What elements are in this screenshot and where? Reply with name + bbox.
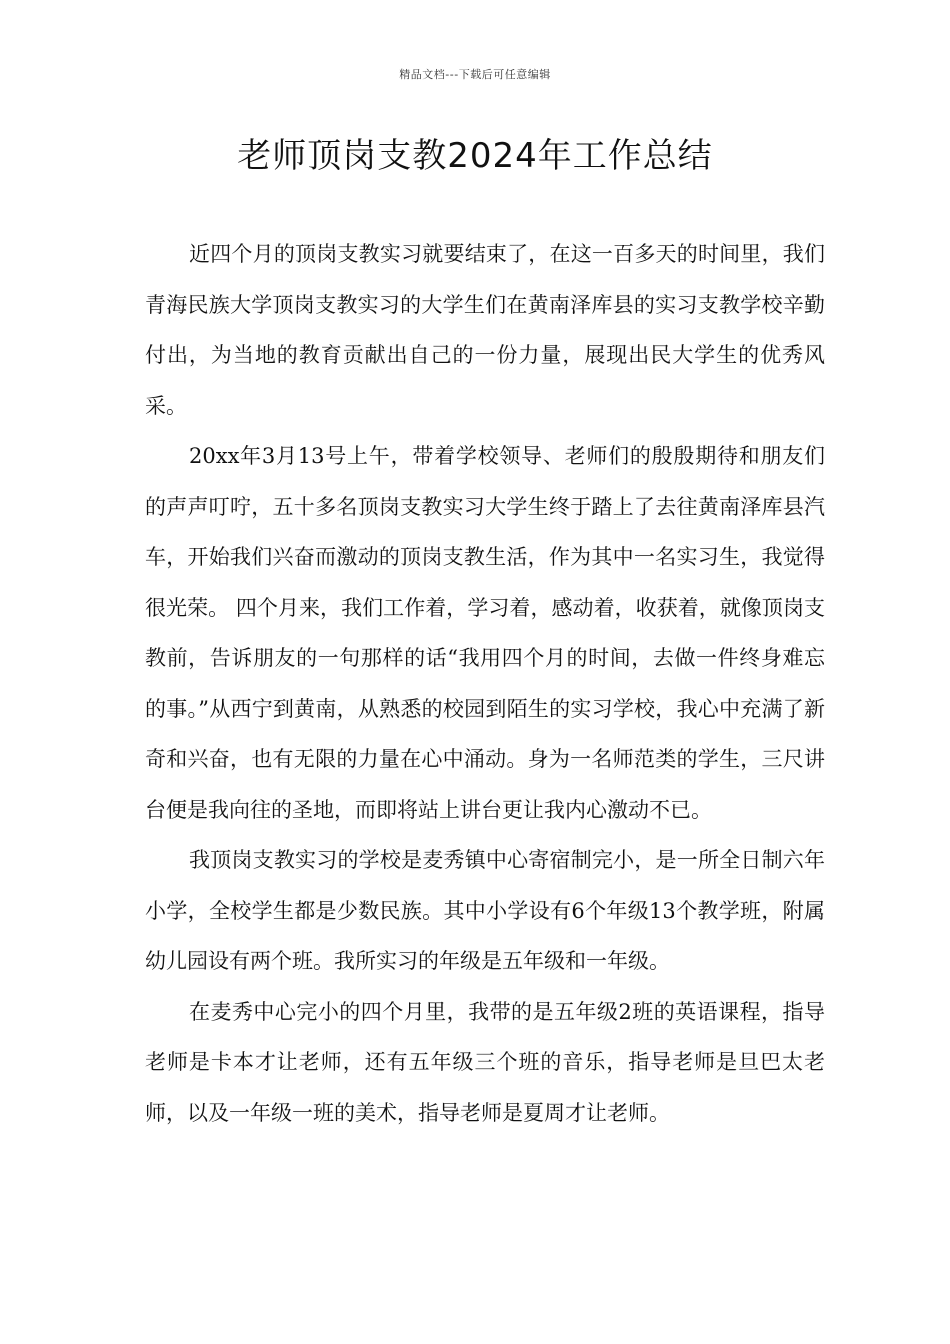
paragraph: 我顶岗支教实习的学校是麦秀镇中心寄宿制完小，是一所全日制六年小学，全校学生都是少数民族。其中小学设有6个年级13个教学班，附属幼儿园设有两个班。我所实习的年级是五年级和一年级。 [145, 848, 825, 973]
paragraph: 在麦秀中心完小的四个月里，我带的是五年级2班的英语课程，指导老师是卡本才让老师，还有五年级三个班的音乐，指导老师是旦巴太老师，以及一年级一班的美术，指导老师是夏周才让老师。 [145, 999, 825, 1125]
document-body [145, 229, 825, 1138]
paragraph: 近四个月的顶岗支教实习就要结束了，在这一百多天的时间里，我们青海民族大学顶岗支教实习的大学生们在黄南泽库县的实习支教学校辛勤付出，为当地的教育贡献出自己的一份力量，展现出民大学生的优秀风采。 [145, 242, 825, 418]
document-title: 老师顶岗支教2024年工作总结 [237, 136, 713, 176]
header-note: 精品文档---下载后可任意编辑 [399, 68, 551, 81]
paragraph: 20xx年3月13号上午，带着学校领导、老师们的殷殷期待和朋友们的声声叮咛，五十多名顶岗支教实习大学生终于踏上了去往黄南泽库县汽车，开始我们兴奋而激动的顶岗支教生活，作为其中一名实习生，我觉得很光荣。 四个月来，我们工作着，学习着，感动着，收获着，就像顶岗支教前，告诉朋友的一句那样的话“我用四个月的时间，去做一件终身难忘的事。”从西宁到黄南，从熟悉的校园到陌生的实习学校，我心中充满了新奇和兴奋，也有无限的力量在心中涌动。身为一名师范类的学生，三尺讲台便是我向往的圣地，而即将站上讲台更让我内心激动不已。 [145, 444, 825, 822]
